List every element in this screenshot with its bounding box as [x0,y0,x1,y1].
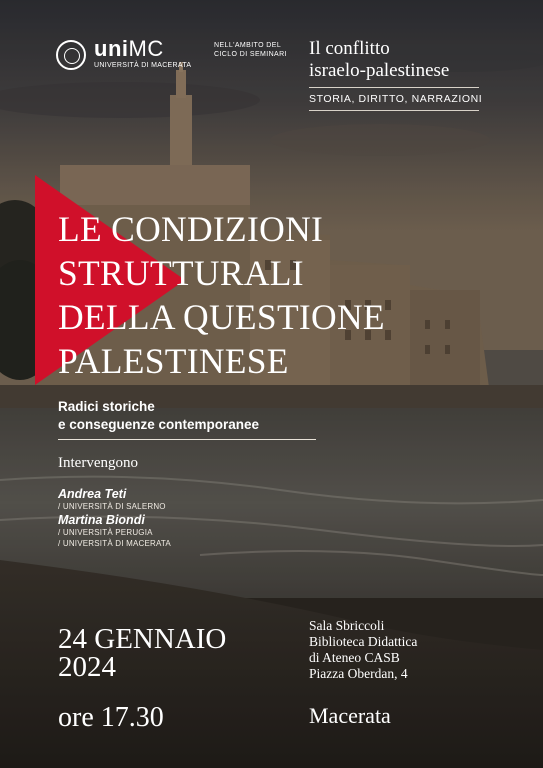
speaker-name-1: Andrea Teti [58,487,127,501]
talk-subtitle [58,398,259,434]
event-venue [309,618,417,682]
speaker-1-affiliation-1: / UNIVERSITÀ DI SALERNO [58,502,166,511]
subtitle-divider [58,439,316,440]
event-date-line-2: 2024 [58,651,116,683]
logo-mc: MC [128,36,164,61]
event-time: ore 17.30 [58,702,164,733]
event-date-line-1: 24 GENNAIO [58,623,227,655]
event-city: Macerata [309,703,391,728]
series-divider-top [309,87,479,88]
speaker-2-affiliation-2: / UNIVERSITÀ DI MACERATA [58,539,171,548]
series-title-line-1: Il conflitto [309,38,390,59]
main-title-line-3: DELLA QUESTIONE [58,297,385,337]
logo-subtitle: UNIVERSITÀ DI MACERATA [94,62,192,69]
venue-line-1: Sala Sbriccoli [309,618,385,633]
university-logo [94,38,164,60]
seminar-line-1: NELL'AMBITO DEL [214,42,282,49]
subtitle-line-1: Radici storiche [58,399,155,414]
series-title [309,38,449,82]
speakers-heading: Intervengono [58,455,138,471]
venue-line-3: di Ateneo CASB [309,650,400,665]
speaker-2-affiliation-1: / UNIVERSITÀ PERUGIA [58,528,153,537]
venue-line-2: Biblioteca Didattica [309,634,418,649]
main-title-line-1: LE CONDIZIONI [58,209,324,249]
university-seal-icon [56,40,86,70]
series-title-line-2: israelo-palestinese [309,60,450,81]
main-title-line-2: STRUTTURALI [58,253,304,293]
main-title [58,207,385,383]
seminar-series-label [214,41,287,59]
subtitle-line-2: e conseguenze contemporanee [58,417,260,432]
seminar-line-2: CICLO DI SEMINARI [214,51,287,58]
main-title-line-4: PALESTINESE [58,341,289,381]
series-subtitle: STORIA, DIRITTO, NARRAZIONI [309,93,483,105]
event-date [58,625,226,681]
venue-line-4: Piazza Oberdan, 4 [309,666,408,681]
speaker-name-2: Martina Biondi [58,513,145,527]
series-divider-bottom [309,110,479,111]
logo-uni: uni [94,36,129,61]
